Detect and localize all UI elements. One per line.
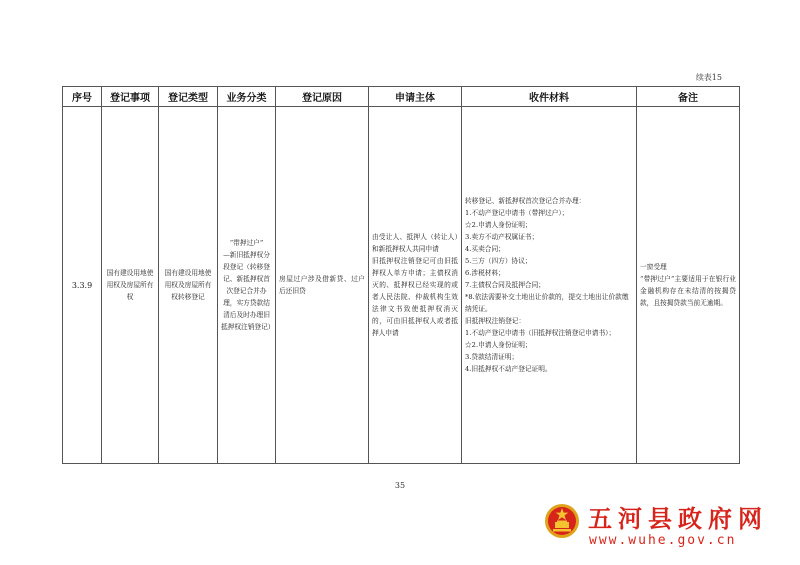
site-title: 五河县政府网 bbox=[588, 505, 768, 533]
cell-applicant bbox=[369, 107, 462, 464]
cell-line: 旧抵押权注销登记可由旧抵押权人单方申请；主债权消灭的、抵押权已经实现的或者人民法院、仲裁机构生效法律文书致使抵押权消灭的，可由旧抵押权人或者抵押人申请 bbox=[372, 257, 458, 337]
cell-line: 6.涉税材料； bbox=[465, 269, 505, 277]
header-business: 业务分类 bbox=[218, 87, 276, 107]
table-row bbox=[63, 107, 740, 464]
header-remarks: 备注 bbox=[637, 87, 740, 107]
cell-line: 一窗受理 bbox=[640, 263, 667, 271]
cell-line: 5.三方（四方）协议； bbox=[465, 257, 532, 265]
cell-line: 房屋过户涉及借新贷、过户后还旧贷 bbox=[279, 275, 365, 295]
cell-line: 3.贷款结清证明； bbox=[465, 353, 519, 361]
registration-table bbox=[62, 86, 740, 464]
cell-line: 由受让人、抵押人（转让人）和新抵押权人共同申请 bbox=[372, 233, 458, 253]
cell-materials bbox=[462, 107, 637, 464]
cell-line: 4.买卖合同； bbox=[465, 245, 505, 253]
cell-reg-type bbox=[159, 107, 218, 464]
cell-line: *8.依法需要补交土地出让价款的，提交土地出让价款缴纳凭证。 bbox=[465, 293, 629, 313]
cell-line: 转移登记、新抵押权首次登记合并办理： bbox=[465, 197, 586, 205]
cell-line: “带押过户” bbox=[229, 239, 264, 247]
cell-line: 国有建设用地使用权及房屋所有权 bbox=[106, 269, 154, 301]
cell-line: ☆2.申请人身份证明； bbox=[465, 341, 532, 349]
site-url: www.wuhe.gov.cn bbox=[589, 533, 737, 548]
cell-item bbox=[102, 107, 159, 464]
continuation-label: 续表15 bbox=[695, 73, 722, 82]
header-index: 序号 bbox=[63, 87, 102, 107]
cell-line: ☆2.申请人身份证明； bbox=[465, 221, 532, 229]
header-item: 登记事项 bbox=[102, 87, 159, 107]
page-number: 35 bbox=[394, 481, 406, 490]
table-header-row bbox=[63, 87, 740, 107]
cell-index: 3.3.9 bbox=[63, 107, 102, 464]
cell-reason bbox=[276, 107, 369, 464]
cell-line: 3.卖方不动产权属证书； bbox=[465, 233, 539, 241]
header-reg-type: 登记类型 bbox=[159, 87, 218, 107]
header-reason: 登记原因 bbox=[276, 87, 369, 107]
cell-line: 7.主债权合同及抵押合同； bbox=[465, 281, 545, 289]
header-applicant: 申请主体 bbox=[369, 87, 462, 107]
cell-line: 国有建设用地使用权及房屋所有权转移登记 bbox=[164, 269, 212, 301]
cell-line: 4.旧抵押权不动产登记证明。 bbox=[465, 365, 552, 373]
cell-line: 1.不动产登记申请书（带押过户）； bbox=[465, 209, 569, 217]
header-materials: 收件材料 bbox=[462, 87, 637, 107]
national-emblem-icon bbox=[544, 503, 580, 539]
cell-line: 1.不动产登记申请书（旧抵押权注销登记申请书）； bbox=[465, 329, 616, 337]
cell-line: “带押过户”主要适用于在银行业金融机构存在未结清的按揭贷款，且按揭贷款当前无逾期。 bbox=[640, 275, 736, 307]
cell-business bbox=[218, 107, 276, 464]
cell-line: 旧抵押权注销登记： bbox=[465, 317, 526, 325]
cell-line: —新旧抵押权分段登记（转移登记、新抵押权首次登记合并办理，实方贷款结清后及时办理旧抵押权注销登记） bbox=[221, 251, 275, 331]
cell-remarks bbox=[637, 107, 740, 464]
